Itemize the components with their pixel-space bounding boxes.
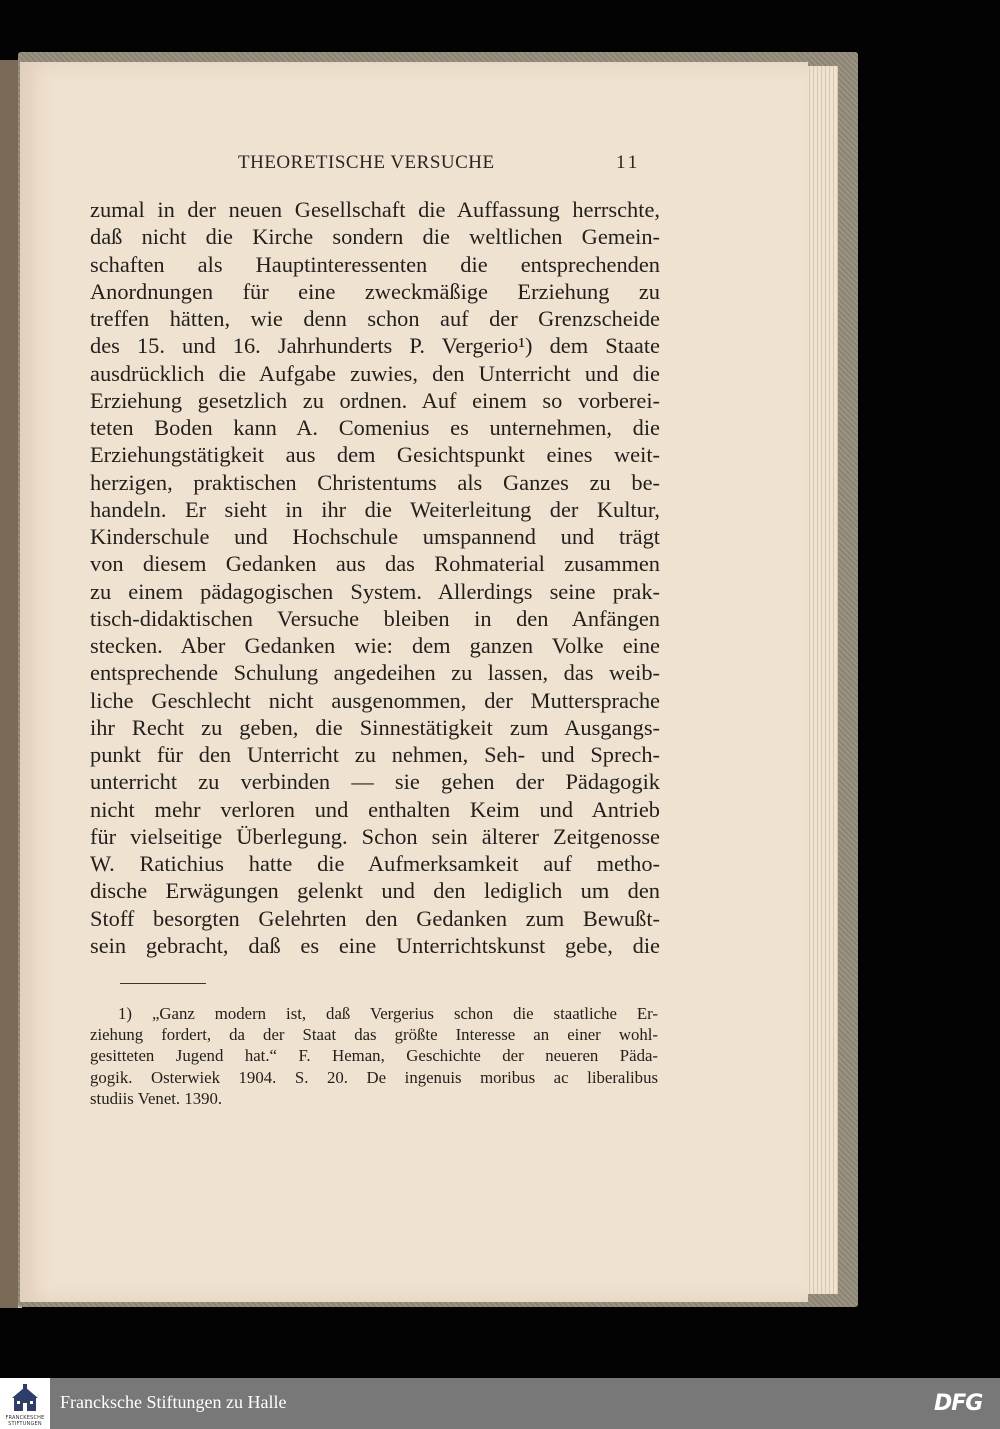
text-line: entsprechende Schulung angedeihen zu lassen, das weib- [90,660,660,686]
book-page [20,62,808,1302]
text-line: W. Ratichius hatte die Aufmerksamkeit auf metho- [90,851,660,876]
text-line: nicht mehr verloren und enthalten Keim und Antrieb [90,796,660,822]
text-line: tisch-didaktischen Versuche bleiben in den Anfängen [90,605,660,631]
footnote-line: gesitteten Jugend hat.“ F. Heman, Geschichte der neueren Päda- [90,1046,658,1066]
text-line: zu einem pädagogischen System. Allerdings seine prak- [90,578,660,604]
text-line: teten Boden kann A. Comenius es unternehmen, die [90,415,660,440]
text-line: Erziehungstätigkeit aus dem Gesichtspunkt eines weit- [90,442,660,468]
orphanage-building-icon [10,1383,40,1413]
footnote-line: gogik. Osterwiek 1904. S. 20. De ingenuis moribus ac liberalibus [90,1067,658,1087]
text-line: liche Geschlecht nicht ausgenommen, der Muttersprache [90,687,660,713]
body-text [90,196,660,976]
text-line: punkt für den Unterricht zu nehmen, Seh- und Sprech- [90,742,660,767]
institution-logo[interactable] [0,1378,50,1429]
text-line: Erziehung gesetzlich zu ordnen. Auf einem so vorberei- [90,387,660,413]
text-line: dische Erwägungen gelenkt und den lediglich um den [90,878,660,904]
footnote-rule [120,983,206,984]
dfg-logo[interactable]: DFG [934,1391,983,1416]
footnote-line: studiis Venet. 1390. [90,1088,223,1108]
logo-caption: FRANCKESCHE STIFTUNGEN [5,1415,45,1427]
running-head [20,150,808,180]
institution-name[interactable]: Francksche Stiftungen zu Halle [60,1392,287,1412]
text-line: für vielseitige Überlegung. Schon sein älterer Zeitgenosse [90,823,660,849]
footnote-line: ziehung fordert, da der Staat das größte Interesse an einer wohl- [90,1025,658,1045]
text-line: stecken. Aber Gedanken wie: dem ganzen Volke eine [90,633,660,658]
text-line: des 15. und 16. Jahrhunderts P. Vergerio¹) dem Staate [90,333,660,359]
text-line: sein gebracht, daß es eine Unterrichtskunst gebe, die [90,932,660,958]
running-head-title: THEORETISCHE VERSUCHE [238,152,495,173]
text-line: herzigen, praktischen Christentums als Ganzes zu be- [90,469,660,495]
text-line: von diesem Gedanken aus das Rohmaterial zusammen [90,551,660,577]
page-block-edge [806,66,838,1294]
footnotes [90,1003,658,1123]
text-line: schaften als Hauptinteressenten die entsprechenden [90,251,660,277]
text-line: ausdrücklich die Aufgabe zuwies, den Unterricht und die [90,360,660,386]
text-line: zumal in der neuen Gesellschaft die Auffassung herrschte, [90,197,660,222]
text-line: ihr Recht zu geben, die Sinnestätigkeit zum Ausgangs- [90,714,660,740]
page-number: 11 [616,152,641,173]
text-line: handeln. Er sieht in ihr die Weiterleitung der Kultur, [90,496,660,522]
text-line: Anordnungen für eine zweckmäßige Erziehung zu [90,278,660,304]
text-line: unterricht zu verbinden — sie gehen der Pädagogik [90,769,660,795]
viewer-footer [0,1378,1000,1429]
footnote-line: 1) „Ganz modern ist, daß Vergerius schon die staatliche Er- [118,1004,658,1023]
text-line: treffen hätten, wie denn schon auf der Grenzscheide [90,306,660,331]
text-line: Stoff besorgten Gelehrten den Gedanken zum Bewußt- [90,905,660,931]
text-line: daß nicht die Kirche sondern die weltlichen Gemein- [90,224,660,250]
text-line: Kinderschule und Hochschule umspannend und trägt [90,524,660,549]
